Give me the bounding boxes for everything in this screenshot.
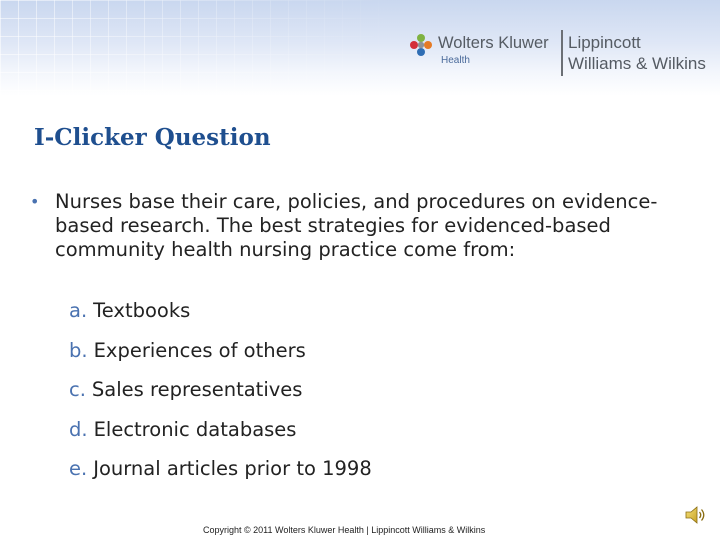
option-text: Journal articles prior to 1998	[93, 457, 372, 480]
option-letter: d.	[69, 418, 88, 441]
option-d	[69, 418, 296, 441]
option-e	[69, 457, 372, 480]
option-text: Electronic databases	[93, 418, 297, 441]
question-text: Nurses base their care, policies, and procedures on evidence-based research. The best strategies for evidenced-based community health nursing practice come from:	[55, 190, 658, 261]
option-letter: c.	[69, 378, 86, 401]
option-text: Experiences of others	[93, 339, 306, 362]
copyright-footer: Copyright © 2011 Wolters Kluwer Health | Lippincott Williams & Wilkins	[203, 525, 486, 535]
option-a	[69, 299, 190, 322]
option-letter: e.	[69, 457, 88, 480]
header-grid-decoration	[0, 0, 400, 96]
wolters-kluwer-logo-icon	[408, 32, 434, 58]
option-letter: b.	[69, 339, 88, 362]
option-c	[69, 378, 302, 401]
logo-williams-wilkins-text: Williams & Wilkins	[568, 54, 706, 73]
option-letter: a.	[69, 299, 88, 322]
logo-health-text: Health	[441, 55, 470, 66]
speaker-icon[interactable]	[683, 503, 707, 527]
logo-lippincott-text: Lippincott	[568, 33, 641, 52]
publisher-logo	[408, 30, 718, 80]
option-text: Textbooks	[93, 299, 191, 322]
logo-divider	[561, 30, 563, 76]
slide-title: I-Clicker Question	[34, 124, 271, 151]
bullet-icon: •	[30, 192, 40, 211]
option-text: Sales representatives	[91, 378, 303, 401]
logo-wolters-kluwer-text: Wolters Kluwer	[438, 34, 549, 52]
option-b	[69, 339, 306, 362]
header-band	[0, 0, 720, 96]
